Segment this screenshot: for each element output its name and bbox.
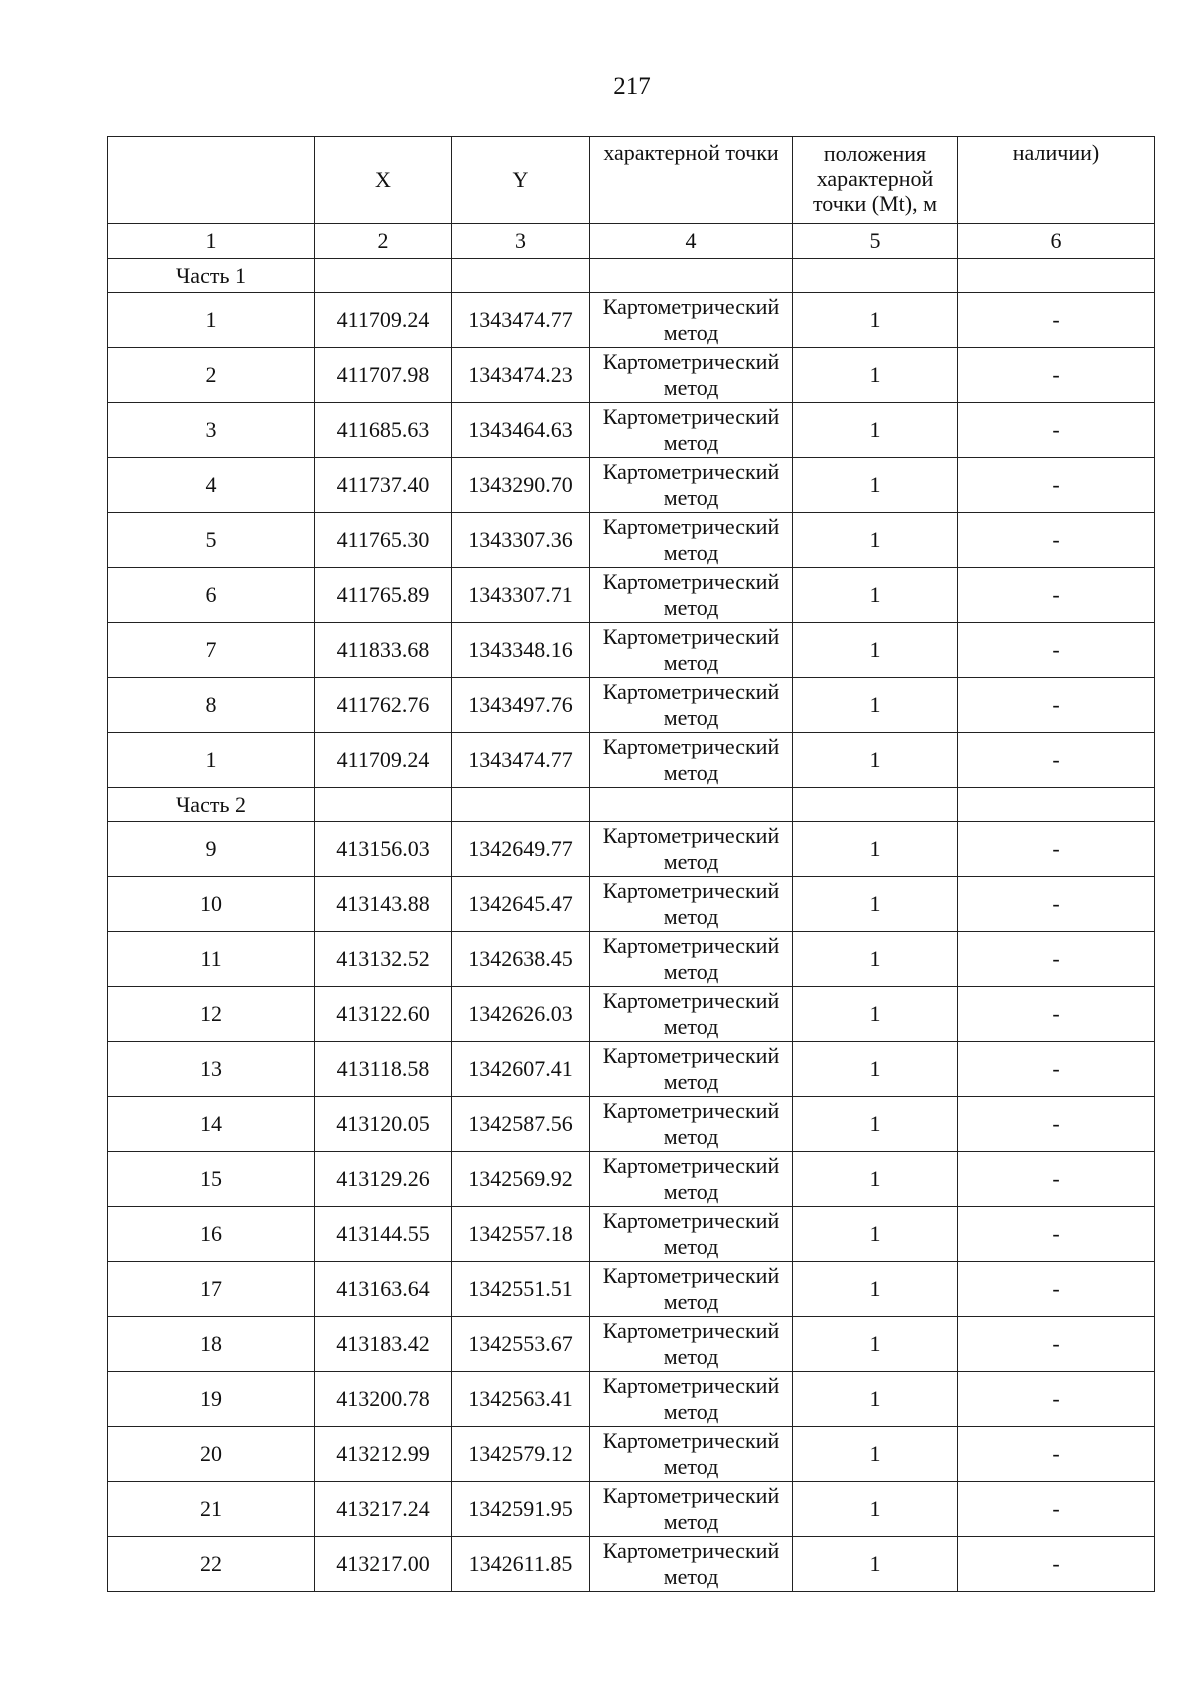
table-header-row xyxy=(108,137,1155,224)
point-number-cell: 17 xyxy=(108,1262,315,1317)
y-coordinate-cell: 1342551.51 xyxy=(452,1262,590,1317)
table-row xyxy=(108,1152,1155,1207)
column-number: 1 xyxy=(108,224,315,259)
accuracy-cell: 1 xyxy=(793,293,958,348)
table-row xyxy=(108,1097,1155,1152)
y-coordinate-cell: 1343290.70 xyxy=(452,458,590,513)
method-cell xyxy=(590,1042,793,1097)
method-cell xyxy=(590,678,793,733)
coordinates-table xyxy=(107,136,1155,1592)
note-cell: - xyxy=(958,293,1155,348)
y-coordinate-cell: 1342649.77 xyxy=(452,822,590,877)
x-coordinate-cell: 411737.40 xyxy=(315,458,452,513)
accuracy-cell: 1 xyxy=(793,1317,958,1372)
point-number-cell: 14 xyxy=(108,1097,315,1152)
x-coordinate-cell: 411707.98 xyxy=(315,348,452,403)
method-text: Картометрический метод xyxy=(602,823,780,874)
header-cell-1 xyxy=(108,137,315,224)
method-text: Картометрический метод xyxy=(602,1373,780,1424)
method-text: Картометрический метод xyxy=(602,1263,780,1314)
accuracy-cell: 1 xyxy=(793,877,958,932)
method-text: Картометрический метод xyxy=(602,878,780,929)
note-cell: - xyxy=(958,678,1155,733)
accuracy-cell: 1 xyxy=(793,678,958,733)
empty-cell xyxy=(590,788,793,822)
y-coordinate-cell: 1342591.95 xyxy=(452,1482,590,1537)
y-coordinate-cell: 1342607.41 xyxy=(452,1042,590,1097)
table-row xyxy=(108,458,1155,513)
note-cell: - xyxy=(958,1482,1155,1537)
table-row xyxy=(108,348,1155,403)
y-coordinate-cell: 1342579.12 xyxy=(452,1427,590,1482)
method-text: Картометрический метод xyxy=(602,624,780,675)
x-coordinate-cell: 413200.78 xyxy=(315,1372,452,1427)
note-cell: - xyxy=(958,1537,1155,1592)
x-coordinate-cell: 413212.99 xyxy=(315,1427,452,1482)
note-cell: - xyxy=(958,1097,1155,1152)
x-coordinate-cell: 413217.00 xyxy=(315,1537,452,1592)
empty-cell xyxy=(590,259,793,293)
method-cell xyxy=(590,1372,793,1427)
x-coordinate-cell: 411709.24 xyxy=(315,293,452,348)
x-coordinate-cell: 413143.88 xyxy=(315,877,452,932)
note-cell: - xyxy=(958,458,1155,513)
note-cell: - xyxy=(958,513,1155,568)
page-number: 217 xyxy=(613,73,651,100)
table-row xyxy=(108,932,1155,987)
x-coordinate-cell: 413163.64 xyxy=(315,1262,452,1317)
column-number: 2 xyxy=(315,224,452,259)
header-cell-y: Y xyxy=(452,137,590,224)
accuracy-cell: 1 xyxy=(793,1042,958,1097)
point-number-cell: 11 xyxy=(108,932,315,987)
x-coordinate-cell: 413183.42 xyxy=(315,1317,452,1372)
empty-cell xyxy=(315,788,452,822)
table-row xyxy=(108,877,1155,932)
table-row xyxy=(108,1372,1155,1427)
x-coordinate-cell: 411685.63 xyxy=(315,403,452,458)
y-coordinate-cell: 1342638.45 xyxy=(452,932,590,987)
point-number-cell: 5 xyxy=(108,513,315,568)
note-cell: - xyxy=(958,1372,1155,1427)
point-number-cell: 22 xyxy=(108,1537,315,1592)
point-number-cell: 9 xyxy=(108,822,315,877)
accuracy-cell: 1 xyxy=(793,822,958,877)
note-cell: - xyxy=(958,348,1155,403)
method-cell xyxy=(590,1427,793,1482)
point-number-cell: 8 xyxy=(108,678,315,733)
method-text: Картометрический метод xyxy=(602,1153,780,1204)
table-body xyxy=(108,137,1155,1592)
y-coordinate-cell: 1342587.56 xyxy=(452,1097,590,1152)
empty-cell xyxy=(452,259,590,293)
point-number-cell: 20 xyxy=(108,1427,315,1482)
note-cell: - xyxy=(958,987,1155,1042)
table-row xyxy=(108,513,1155,568)
method-text: Картометрический метод xyxy=(602,404,780,455)
point-number-cell: 1 xyxy=(108,293,315,348)
table-row xyxy=(108,733,1155,788)
table-row xyxy=(108,987,1155,1042)
empty-cell xyxy=(958,259,1155,293)
accuracy-cell: 1 xyxy=(793,403,958,458)
table-row xyxy=(108,1262,1155,1317)
x-coordinate-cell: 413120.05 xyxy=(315,1097,452,1152)
note-cell: - xyxy=(958,822,1155,877)
point-number-cell: 10 xyxy=(108,877,315,932)
y-coordinate-cell: 1342553.67 xyxy=(452,1317,590,1372)
method-cell xyxy=(590,403,793,458)
method-text: Картометрический метод xyxy=(602,1208,780,1259)
method-text: Картометрический метод xyxy=(602,1318,780,1369)
table-row xyxy=(108,568,1155,623)
point-number-cell: 19 xyxy=(108,1372,315,1427)
note-cell: - xyxy=(958,733,1155,788)
method-text: Картометрический метод xyxy=(602,569,780,620)
point-number-cell: 15 xyxy=(108,1152,315,1207)
section-title: Часть 1 xyxy=(108,259,315,293)
x-coordinate-cell: 411765.89 xyxy=(315,568,452,623)
method-text: Картометрический метод xyxy=(602,734,780,785)
column-number: 4 xyxy=(590,224,793,259)
method-cell xyxy=(590,1482,793,1537)
column-number: 6 xyxy=(958,224,1155,259)
accuracy-cell: 1 xyxy=(793,1372,958,1427)
point-number-cell: 4 xyxy=(108,458,315,513)
header-cell-x: X xyxy=(315,137,452,224)
point-number-cell: 7 xyxy=(108,623,315,678)
y-coordinate-cell: 1343307.36 xyxy=(452,513,590,568)
point-number-cell: 6 xyxy=(108,568,315,623)
y-coordinate-cell: 1343497.76 xyxy=(452,678,590,733)
method-text: Картометрический метод xyxy=(602,1428,780,1479)
header-cell-accuracy xyxy=(793,137,958,224)
header-accuracy-text: положения характерной точки (Mt), м xyxy=(812,141,938,216)
accuracy-cell: 1 xyxy=(793,1152,958,1207)
accuracy-cell: 1 xyxy=(793,1537,958,1592)
x-coordinate-cell: 411709.24 xyxy=(315,733,452,788)
empty-cell xyxy=(315,259,452,293)
method-cell xyxy=(590,1537,793,1592)
x-coordinate-cell: 413132.52 xyxy=(315,932,452,987)
header-cell-method: характерной точки xyxy=(590,137,793,224)
method-cell xyxy=(590,1152,793,1207)
table-row xyxy=(108,293,1155,348)
note-cell: - xyxy=(958,1042,1155,1097)
section-row xyxy=(108,788,1155,822)
point-number-cell: 13 xyxy=(108,1042,315,1097)
x-coordinate-cell: 413118.58 xyxy=(315,1042,452,1097)
method-text: Картометрический метод xyxy=(602,1098,780,1149)
method-cell xyxy=(590,293,793,348)
column-number: 3 xyxy=(452,224,590,259)
accuracy-cell: 1 xyxy=(793,932,958,987)
accuracy-cell: 1 xyxy=(793,1427,958,1482)
method-cell xyxy=(590,1262,793,1317)
point-number-cell: 1 xyxy=(108,733,315,788)
method-cell xyxy=(590,1317,793,1372)
accuracy-cell: 1 xyxy=(793,458,958,513)
y-coordinate-cell: 1343464.63 xyxy=(452,403,590,458)
method-cell xyxy=(590,987,793,1042)
method-cell xyxy=(590,877,793,932)
empty-cell xyxy=(793,259,958,293)
x-coordinate-cell: 411765.30 xyxy=(315,513,452,568)
column-number: 5 xyxy=(793,224,958,259)
method-cell xyxy=(590,733,793,788)
point-number-cell: 12 xyxy=(108,987,315,1042)
y-coordinate-cell: 1342611.85 xyxy=(452,1537,590,1592)
accuracy-cell: 1 xyxy=(793,568,958,623)
y-coordinate-cell: 1342626.03 xyxy=(452,987,590,1042)
section-title: Часть 2 xyxy=(108,788,315,822)
method-cell xyxy=(590,458,793,513)
accuracy-cell: 1 xyxy=(793,733,958,788)
table-row xyxy=(108,1207,1155,1262)
y-coordinate-cell: 1343474.77 xyxy=(452,733,590,788)
method-cell xyxy=(590,932,793,987)
x-coordinate-cell: 413129.26 xyxy=(315,1152,452,1207)
method-text: Картометрический метод xyxy=(602,679,780,730)
method-cell xyxy=(590,1097,793,1152)
accuracy-cell: 1 xyxy=(793,1482,958,1537)
accuracy-cell: 1 xyxy=(793,348,958,403)
method-cell xyxy=(590,1207,793,1262)
method-cell xyxy=(590,623,793,678)
accuracy-cell: 1 xyxy=(793,1207,958,1262)
note-cell: - xyxy=(958,403,1155,458)
method-text: Картометрический метод xyxy=(602,1538,780,1589)
header-cell-note: наличии) xyxy=(958,137,1155,224)
table-row xyxy=(108,1317,1155,1372)
note-cell: - xyxy=(958,1427,1155,1482)
accuracy-cell: 1 xyxy=(793,513,958,568)
y-coordinate-cell: 1343474.77 xyxy=(452,293,590,348)
y-coordinate-cell: 1343474.23 xyxy=(452,348,590,403)
table-row xyxy=(108,1427,1155,1482)
accuracy-cell: 1 xyxy=(793,623,958,678)
note-cell: - xyxy=(958,1207,1155,1262)
y-coordinate-cell: 1342557.18 xyxy=(452,1207,590,1262)
method-text: Картометрический метод xyxy=(602,1483,780,1534)
method-text: Картометрический метод xyxy=(602,1043,780,1094)
method-text: Картометрический метод xyxy=(602,349,780,400)
empty-cell xyxy=(452,788,590,822)
method-text: Картометрический метод xyxy=(602,514,780,565)
table-row xyxy=(108,678,1155,733)
point-number-cell: 21 xyxy=(108,1482,315,1537)
method-text: Картометрический метод xyxy=(602,294,780,345)
x-coordinate-cell: 413122.60 xyxy=(315,987,452,1042)
x-coordinate-cell: 411762.76 xyxy=(315,678,452,733)
note-cell: - xyxy=(958,623,1155,678)
note-cell: - xyxy=(958,1152,1155,1207)
method-text: Картометрический метод xyxy=(602,459,780,510)
y-coordinate-cell: 1343348.16 xyxy=(452,623,590,678)
method-text: Картометрический метод xyxy=(602,988,780,1039)
note-cell: - xyxy=(958,1262,1155,1317)
section-row xyxy=(108,259,1155,293)
empty-cell xyxy=(958,788,1155,822)
point-number-cell: 18 xyxy=(108,1317,315,1372)
method-cell xyxy=(590,568,793,623)
method-cell xyxy=(590,513,793,568)
accuracy-cell: 1 xyxy=(793,987,958,1042)
point-number-cell: 16 xyxy=(108,1207,315,1262)
accuracy-cell: 1 xyxy=(793,1097,958,1152)
x-coordinate-cell: 413156.03 xyxy=(315,822,452,877)
point-number-cell: 3 xyxy=(108,403,315,458)
method-cell xyxy=(590,348,793,403)
x-coordinate-cell: 411833.68 xyxy=(315,623,452,678)
note-cell: - xyxy=(958,1317,1155,1372)
table-row xyxy=(108,822,1155,877)
point-number-cell: 2 xyxy=(108,348,315,403)
method-text: Картометрический метод xyxy=(602,933,780,984)
note-cell: - xyxy=(958,568,1155,623)
column-number-row xyxy=(108,224,1155,259)
method-cell xyxy=(590,822,793,877)
table-row xyxy=(108,623,1155,678)
y-coordinate-cell: 1342569.92 xyxy=(452,1152,590,1207)
note-cell: - xyxy=(958,932,1155,987)
y-coordinate-cell: 1342645.47 xyxy=(452,877,590,932)
y-coordinate-cell: 1343307.71 xyxy=(452,568,590,623)
table-row xyxy=(108,1482,1155,1537)
accuracy-cell: 1 xyxy=(793,1262,958,1317)
x-coordinate-cell: 413217.24 xyxy=(315,1482,452,1537)
empty-cell xyxy=(793,788,958,822)
table-row xyxy=(108,1042,1155,1097)
table-row xyxy=(108,403,1155,458)
y-coordinate-cell: 1342563.41 xyxy=(452,1372,590,1427)
table-row xyxy=(108,1537,1155,1592)
note-cell: - xyxy=(958,877,1155,932)
x-coordinate-cell: 413144.55 xyxy=(315,1207,452,1262)
